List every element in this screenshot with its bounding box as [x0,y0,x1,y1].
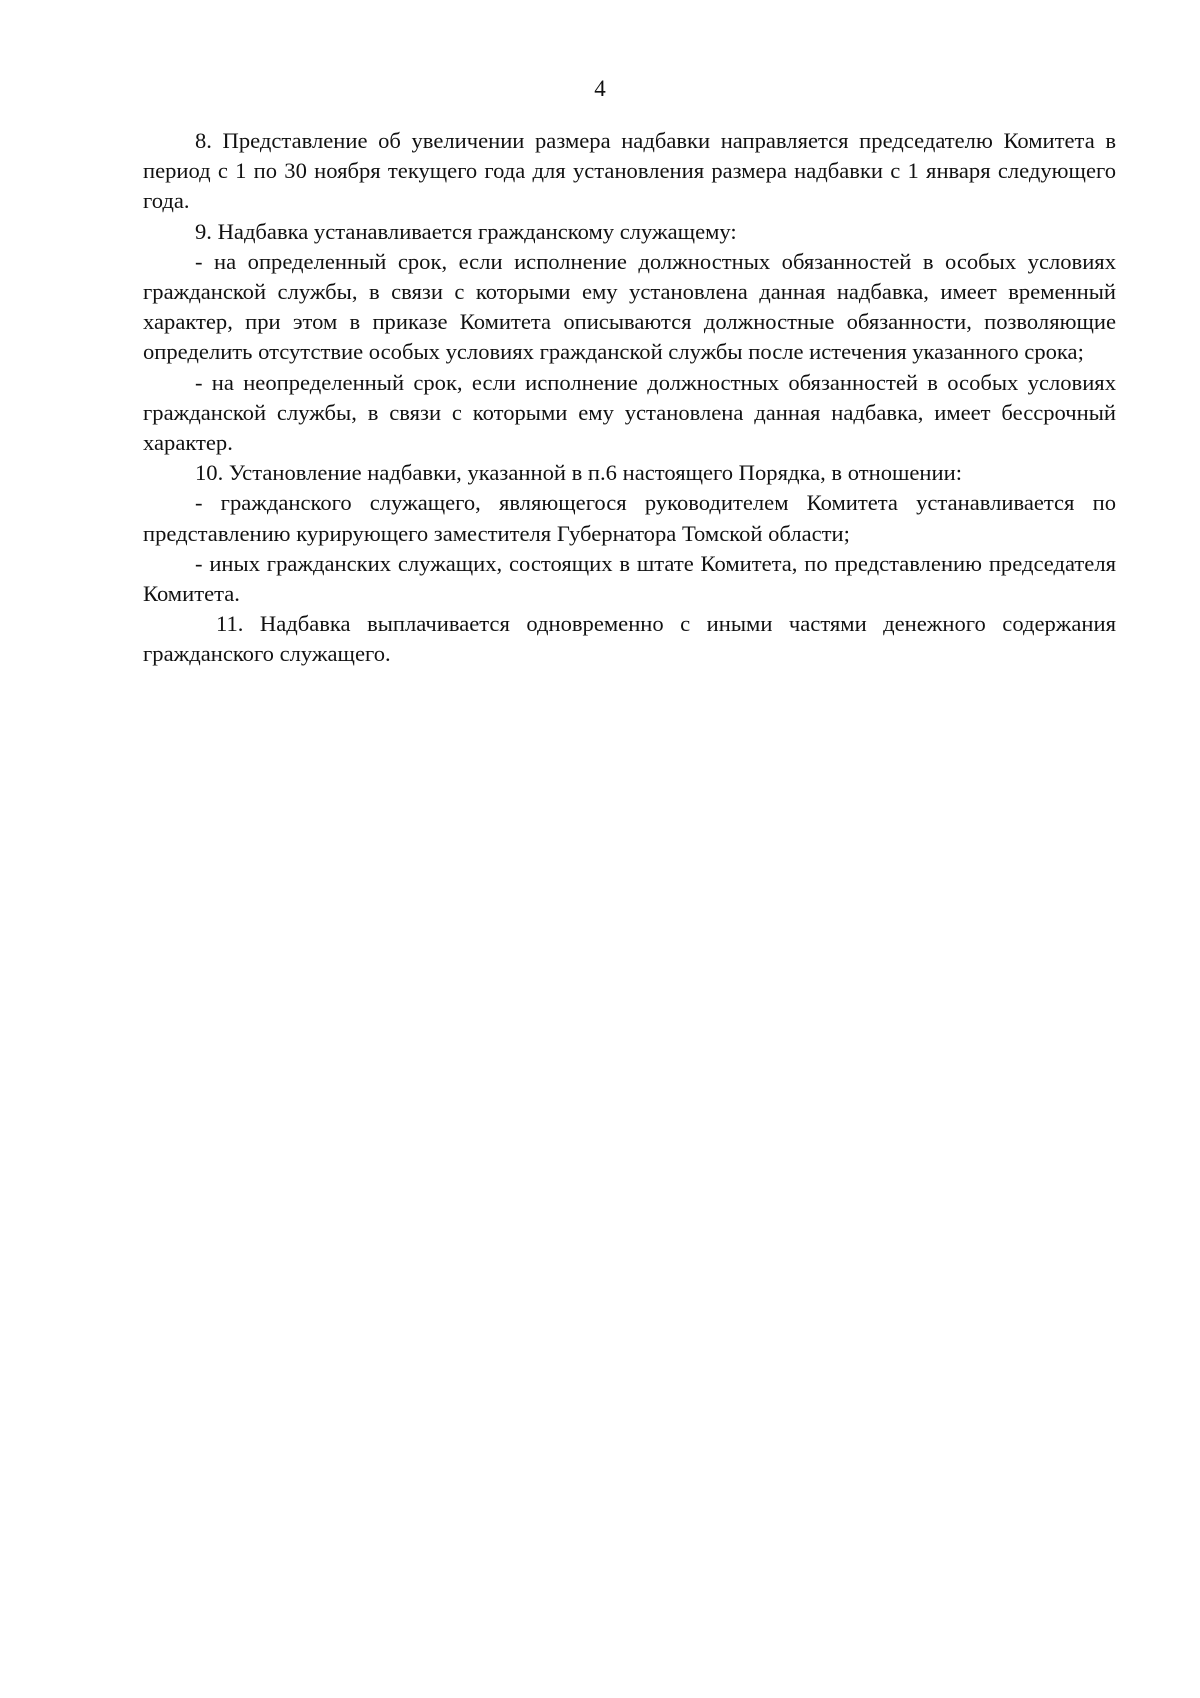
paragraph-11: 11. Надбавка выплачивается одновременно с иными частями денежного содержания гражданского служащего. [143,611,1116,667]
paragraph-10: 10. Установление надбавки, указанной в п.6 настоящего Порядка, в отношении: [195,460,962,486]
page-number: 4 [594,76,606,101]
paragraph-10-item-head: - гражданского служащего, являющегося руководителем Комитета устанавливается по представлению курирующего заместителя Губернатора Томской области; [143,490,1116,546]
paragraph-9-item-fixed-term: - на определенный срок, если исполнение должностных обязанностей в особых условиях гражданской службы, в связи с которыми ему установлена данная надбавка, имеет временный характер, при этом в приказе Комитета описываются должностные обязанности, позволяющие определить отсутствие особых условиях гражданской службы после истечения указанного срока; [143,248,1116,365]
paragraph-10-item-other-staff: - иных гражданских служащих, состоящих в штате Комитета, по представлению председателя Комитета. [143,550,1116,607]
paragraph-8: 8. Представление об увеличении размера надбавки направляется председателю Комитета в период с 1 по 30 ноября текущего года для установления размера надбавки с 1 января следующего года. [143,128,1116,214]
document-body [143,126,1116,670]
paragraph-9: 9. Надбавка устанавливается гражданскому служащему: [195,218,737,244]
paragraph-9-item-indefinite-term: - на неопределенный срок, если исполнение должностных обязанностей в особых условиях гражданской службы, в связи с которыми ему установлена данная надбавка, имеет бессрочный характер. [143,369,1116,456]
